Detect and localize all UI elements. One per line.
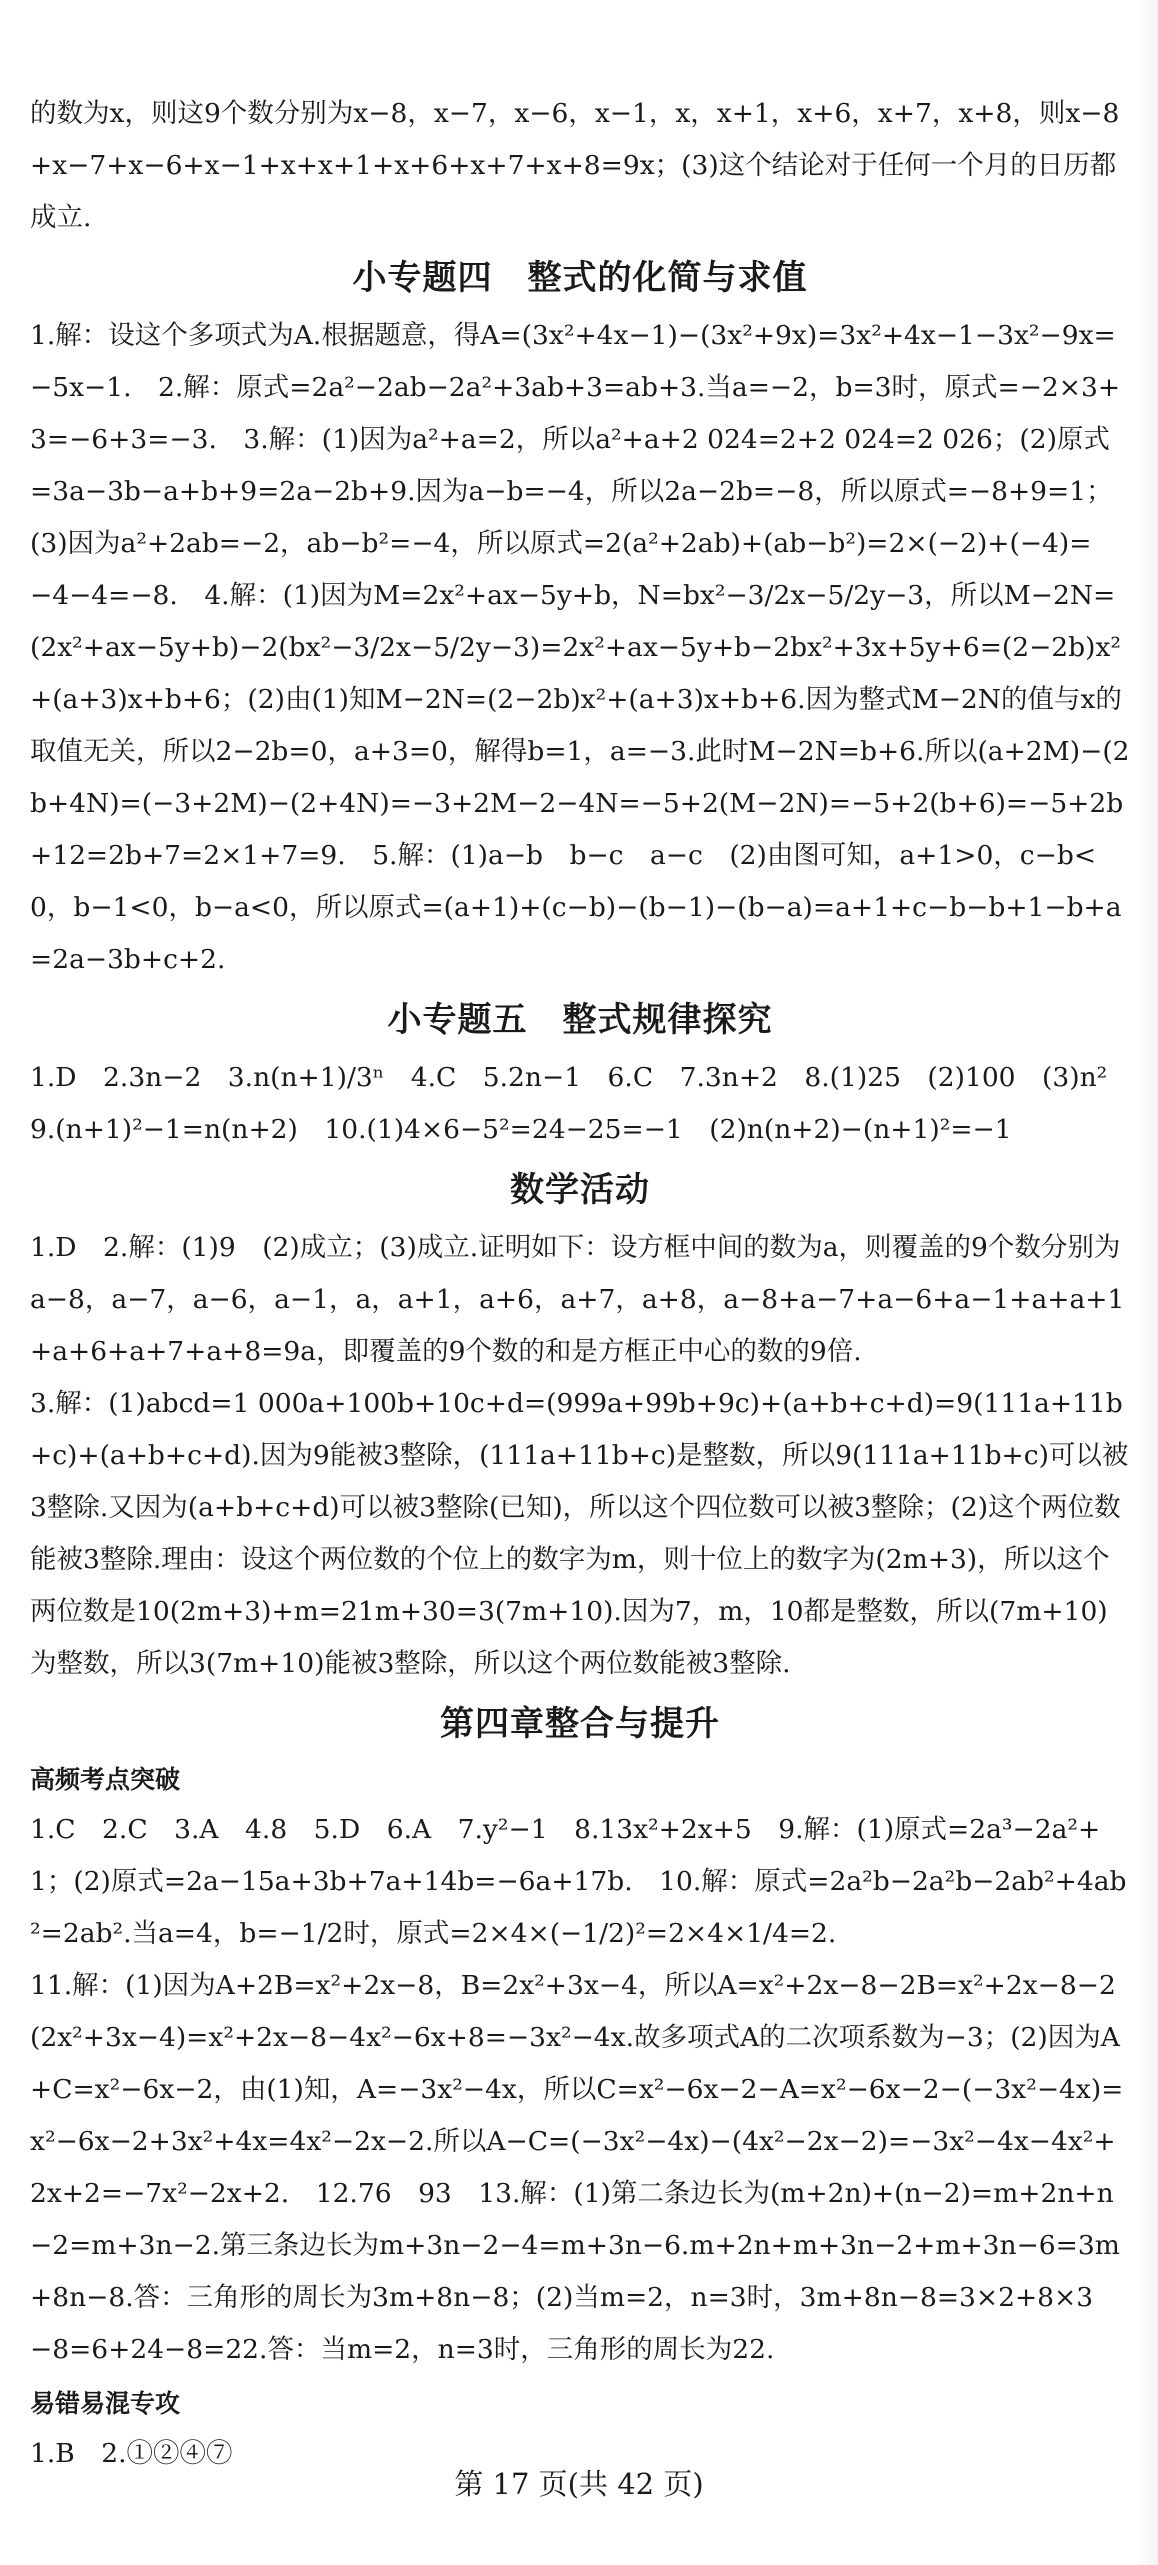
- subsection-label: 易错易混专攻: [30, 2389, 181, 2418]
- adjacent-page-edge: [1136, 0, 1158, 2565]
- section-math-activity: [30, 1162, 1130, 1690]
- section-chapter-4-review: [30, 1696, 1130, 2480]
- section-title: 第四章整合与提升: [440, 1704, 720, 1744]
- intro-paragraph: 的数为x，则这9个数分别为x−8，x−7，x−6，x−1，x，x+1，x+6，x+7，x+8，则x−8+x−7+x−6+x−1+x+x+1+x+6+x+7+x+8=9x；(3)这个结论对于任何一个月的日历都成立.: [30, 98, 1120, 233]
- answer-paragraph: 1.解：设这个多项式为A.根据题意，得A=(3x²+4x−1)−(3x²+9x)=3x²+4x−1−3x²−9x=−5x−1. 2.解：原式=2a²−2ab−2a²+3ab+3=ab+3.当a=−2，b=3时，原式=−2×3+3=−6+3=−3. 3.解：(1)因为a²+a=2，所以a²+a+2 024=2+2 024=2 026；(2)原式=3a−3b−a+b+9=2a−2b+9.因为a−b=−4，所以2a−2b=−8，所以原式=−8+9=1；(3)因为a²+2ab=−2，ab−b²=−4，所以原式=2(a²+2ab)+(ab−b²)=2×(−2)+(−4)=−4−4=−8. 4.解：(1)因为M=2x²+ax−5y+b，N=bx²−3/2x−5/2y−3，所以M−2N=(2x²+ax−5y+b)−2(bx²−3/2x−5/2y−3)=2x²+ax−5y+b−2bx²+3x+5y+6=(2−2b)x²+(a+3)x+b+6；(2)由(1)知M−2N=(2−2b)x²+(a+3)x+b+6.因为整式M−2N的值与x的取值无关，所以2−2b=0，a+3=0，解得b=1，a=−3.此时M−2N=b+6.所以(a+2M)−(2b+4N)=(−3+2M)−(2+4N)=−3+2M−2−4N=−5+2(M−2N)=−5+2(b+6)=−5+2b+12=2b+7=2×1+7=9. 5.解：(1)a−b b−c a−c (2)由图可知，a+1>0，c−b<0，b−1<0，b−a<0，所以原式=(a+1)+(c−b)−(b−1)−(b−a)=a+1+c−b−b+1−b+a=2a−3b+c+2.: [30, 320, 1130, 975]
- page-body: [30, 88, 1134, 2480]
- page-footer: 第 17 页(共 42 页): [454, 2467, 704, 2501]
- subsection-label: 高频考点突破: [30, 1765, 181, 1794]
- answer-paragraph: 11.解：(1)因为A+2B=x²+2x−8，B=2x²+3x−4，所以A=x²+2x−8−2B=x²+2x−8−2(2x²+3x−4)=x²+2x−8−4x²−6x+8=−3x²−4x.故多项式A的二次项系数为−3；(2)因为A+C=x²−6x−2，由(1)知，A=−3x²−4x，所以C=x²−6x−2−A=x²−6x−2−(−3x²−4x)=x²−6x−2+3x²+4x=4x²−2x−2.所以A−C=(−3x²−4x)−(4x²−2x−2)=−3x²−4x−4x²+2x+2=−7x²−2x+2. 12.76 93 13.解：(1)第二条边长为(m+2n)+(n−2)=m+2n+n−2=m+3n−2.第三条边长为m+3n−2−4=m+3n−6.m+2n+m+3n−2+m+3n−6=3m+8n−8.答：三角形的周长为3m+8n−8；(2)当m=2，n=3时，3m+8n−8=3×2+8×3−8=6+24−8=22.答：当m=2，n=3时，三角形的周长为22.: [30, 1970, 1124, 2365]
- answer-paragraph: 1.B 2.①②④⑦: [30, 2438, 233, 2469]
- answer-paragraph: 1.D 2.3n−2 3.n(n+1)/3ⁿ 4.C 5.2n−1 6.C 7.3n+2 8.(1)25 (2)100 (3)n² 9.(n+1)²−1=n(n+2) 10.(1)4×6−5²=24−25=−1 (2)n(n+2)−(n+1)²=−1: [30, 1062, 1134, 1145]
- section-title: 小专题四 整式的化简与求值: [352, 258, 808, 298]
- answer-paragraph: 3.解：(1)abcd=1 000a+100b+10c+d=(999a+99b+9c)+(a+b+c+d)=9(111a+11b+c)+(a+b+c+d).因为9能被3整除，(111a+11b+c)是整数，所以9(111a+11b+c)可以被3整除.又因为(a+b+c+d)可以被3整除(已知)，所以这个四位数可以被3整除；(2)这个两位数能被3整除.理由：设这个两位数的个位上的数字为m，则十位上的数字为(2m+3)，所以这个两位数是10(2m+3)+m=21m+30=3(7m+10).因为7，m，10都是整数，所以(7m+10)为整数，所以3(7m+10)能被3整除，所以这个两位数能被3整除.: [30, 1388, 1129, 1679]
- section-topic-5: [30, 992, 1134, 1156]
- answer-paragraph: 1.D 2.解：(1)9 (2)成立；(3)成立.证明如下：设方框中间的数为a，则覆盖的9个数分别为a−8，a−7，a−6，a−1，a，a+1，a+6，a+7，a+8，a−8+a−7+a−6+a−1+a+a+1+a+6+a+7+a+8=9a，即覆盖的9个数的和是方框正中心的数的9倍.: [30, 1232, 1125, 1367]
- answer-paragraph: 1.C 2.C 3.A 4.8 5.D 6.A 7.y²−1 8.13x²+2x+5 9.解：(1)原式=2a³−2a²+1；(2)原式=2a−15a+3b+7a+14b=−6a+17b. 10.解：原式=2a²b−2a²b−2ab²+4ab²=2ab².当a=4，b=−1/2时，原式=2×4×(−1/2)²=2×4×1/4=2.: [30, 1814, 1127, 1949]
- section-title: 小专题五 整式规律探究: [387, 1000, 773, 1040]
- section-topic-4: [30, 250, 1130, 986]
- section-title: 数学活动: [510, 1170, 650, 1210]
